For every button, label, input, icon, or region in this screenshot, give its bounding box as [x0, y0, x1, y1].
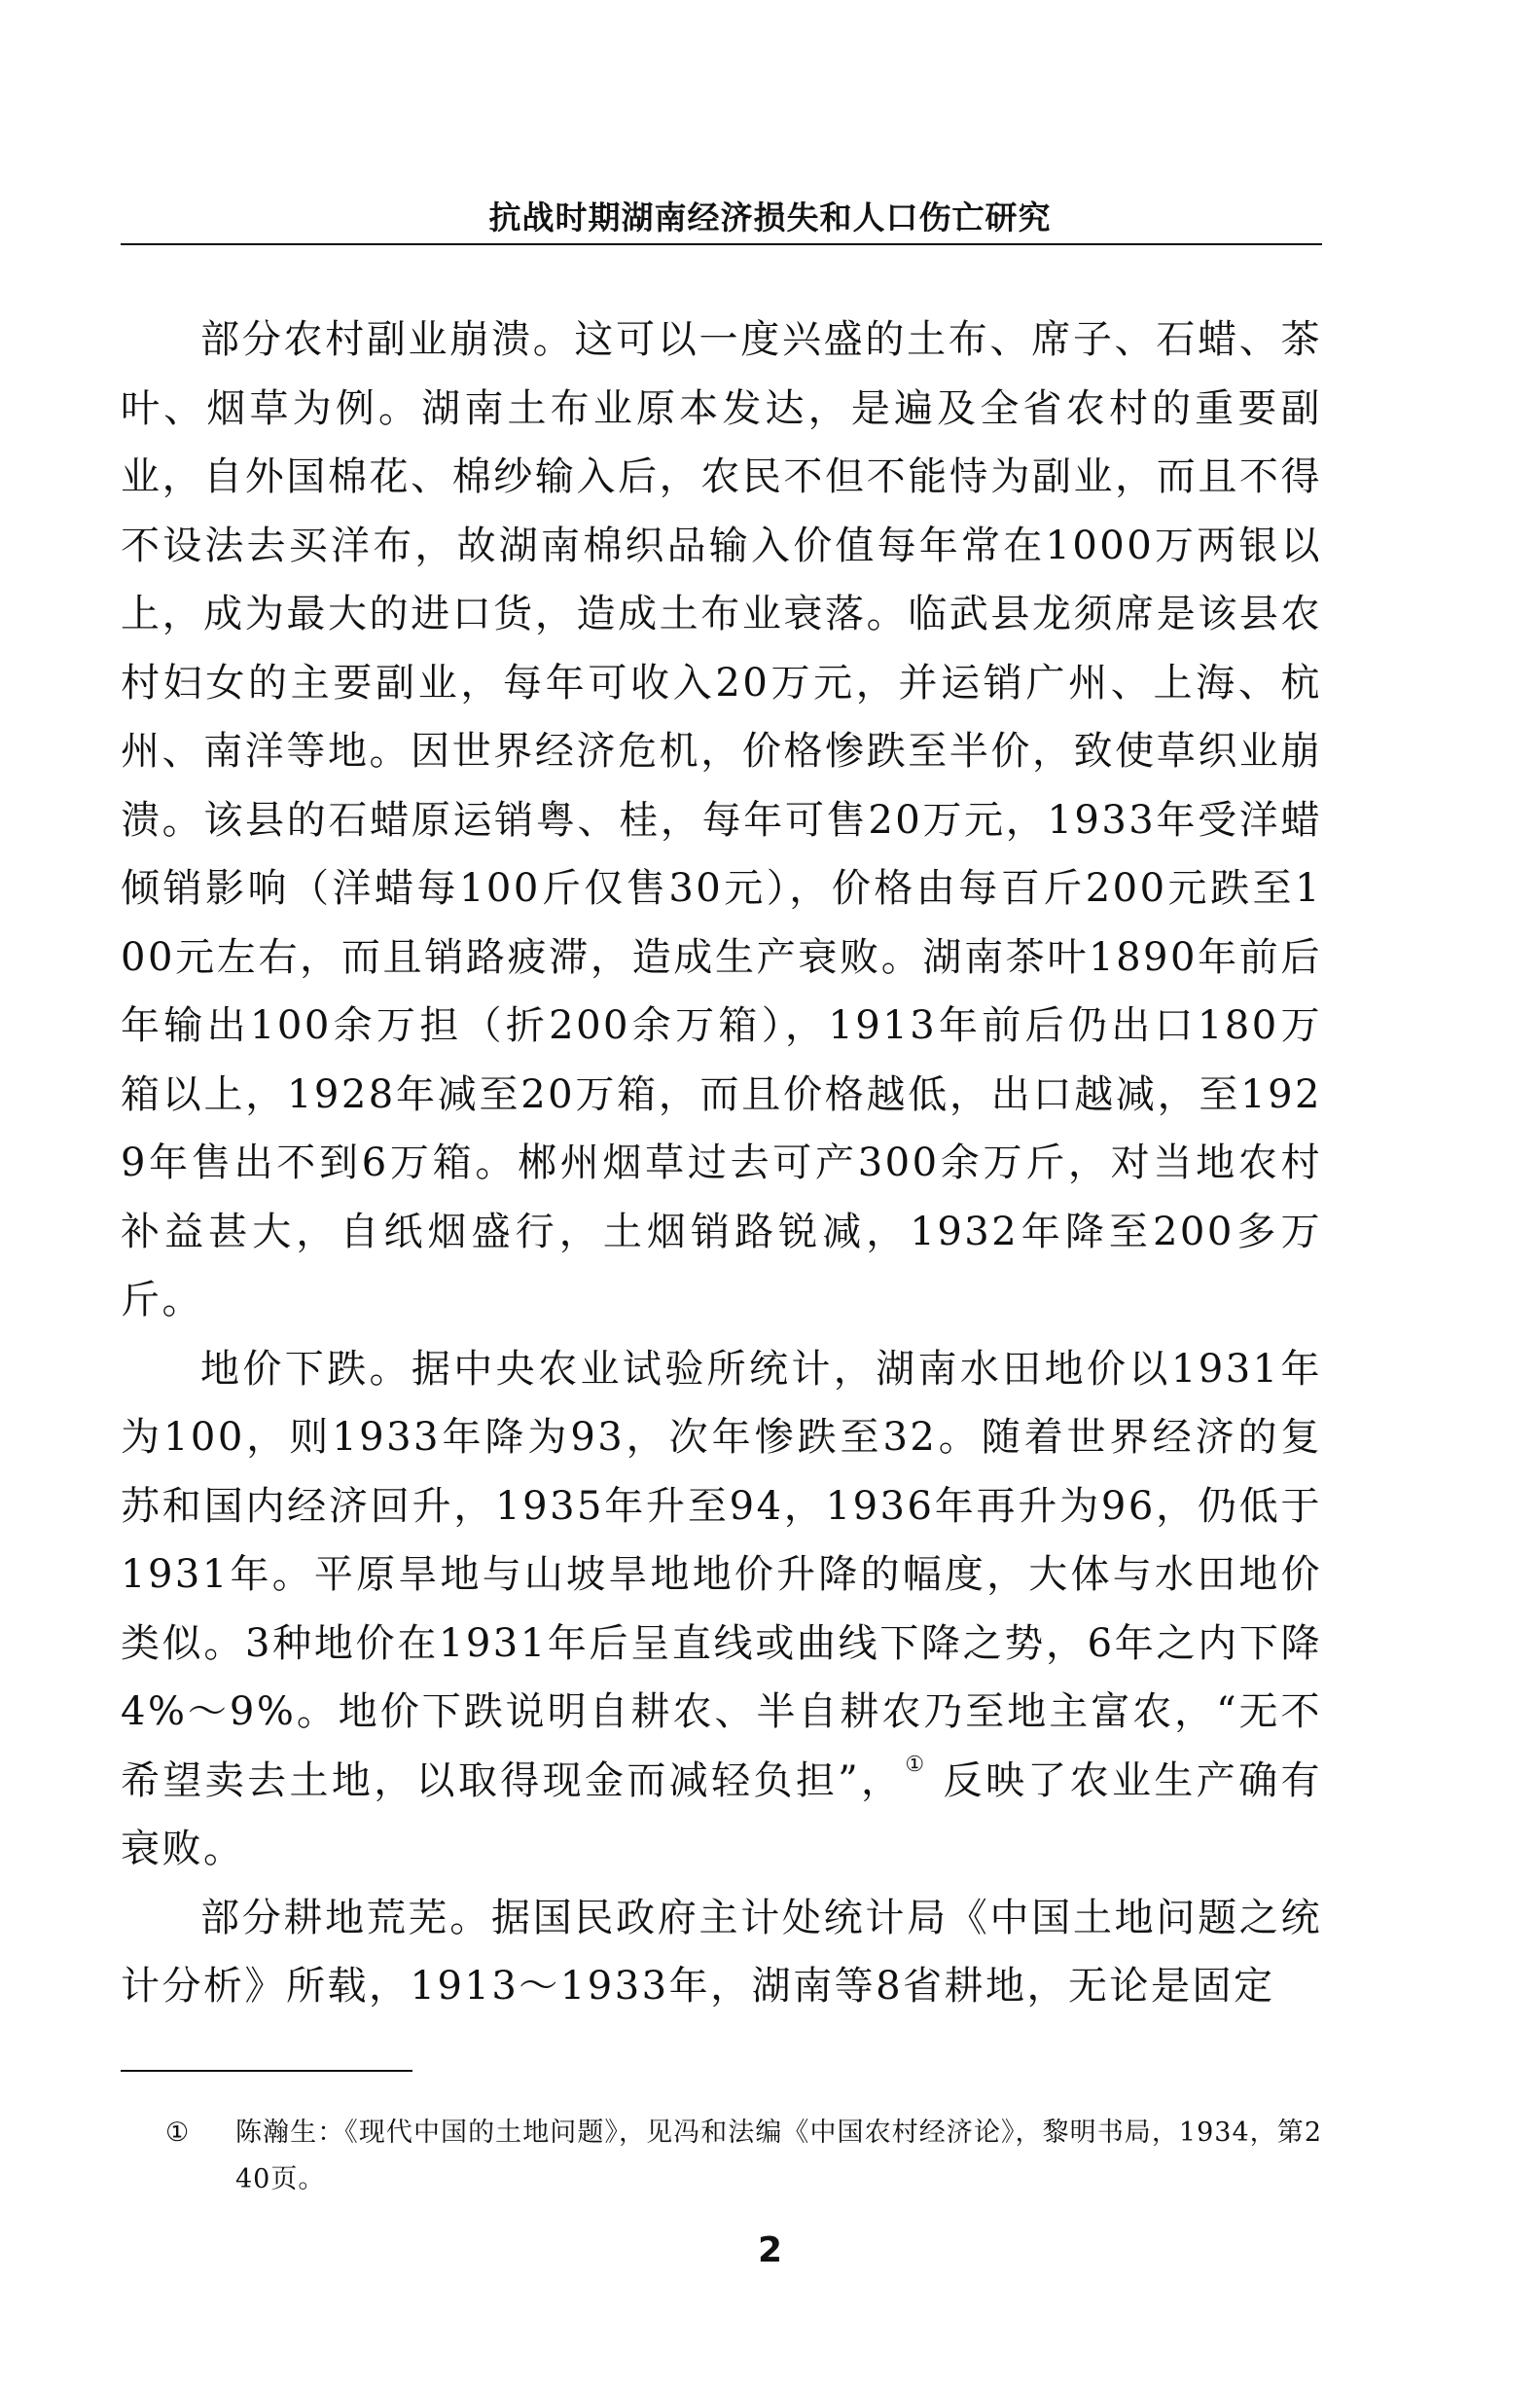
paragraph-land-price-text-end: 反映了农业生产确有衰败。	[121, 1757, 1323, 1871]
footnote-text: 陈瀚生：《现代中国的土地问题》，见冯和法编《中国农村经济论》，黎明书局，1934，第240页。	[235, 2118, 1322, 2194]
body-text	[121, 306, 1322, 2021]
paragraph-land-price-text: 地价下跌。据中央农业试验所统计，湖南水田地价以1931年为100，则1933年降为93，次年惨跌至32。随着世界经济的复苏和国内经济回升，1935年升至94，1936年再升为96，仍低于1931年。平原旱地与山坡旱地地价升降的幅度，大体与水田地价类似。3种地价在1931年后呈直线或曲线下降之势，6年之内下降4%～9%。地价下跌说明自耕农、半自耕农乃至地主富农，“无不希望卖去土地，以取得现金而减轻负担”，	[121, 1346, 1322, 1803]
paragraph-rural-sideline: 部分农村副业崩溃。这可以一度兴盛的土布、席子、石蜡、茶叶、烟草为例。湖南土布业原本发达，是遍及全省农村的重要副业，自外国棉花、棉纱输入后，农民不但不能恃为副业，而且不得不设法去买洋布，故湖南棉织品输入价值每年常在1000万两银以上，成为最大的进口货，造成土布业衰落。临武县龙须席是该县农村妇女的主要副业，每年可收入20万元，并运销广州、上海、杭州、南洋等地。因世界经济危机，价格惨跌至半价，致使草织业崩溃。该县的石蜡原运销粤、桂，每年可售20万元，1933年受洋蜡倾销影响（洋蜡每100斤仅售30元），价格由每百斤200元跌至100元左右，而且销路疲滞，造成生产衰败。湖南茶叶1890年前后年输出100余万担（折200余万箱），1913年前后仍出口180万箱以上，1928年减至20万箱，而且价格越低，出口越减，至1929年售出不到6万箱。郴州烟草过去可产300余万斤，对当地农村补益甚大，自纸烟盛行，土烟销路锐减，1932年降至200多万斤。	[121, 317, 1322, 1322]
page-number: 2	[757, 2230, 783, 2270]
running-header: 抗战时期湖南经济损失和人口伤亡研究	[488, 199, 1052, 236]
footnote-rule	[121, 2070, 412, 2072]
header-rule	[121, 243, 1322, 245]
footnote	[165, 2110, 1322, 2203]
paragraph-land-price	[121, 1335, 1322, 1884]
footnote-mark: ①	[165, 2118, 191, 2148]
footnote-reference[interactable]: ①	[905, 1752, 928, 1777]
paragraph-farmland-abandoned: 部分耕地荒芜。据国民政府主计处统计局《中国土地问题之统计分析》所载，1913～1933年，湖南等8省耕地，无论是固定	[121, 1895, 1322, 2009]
